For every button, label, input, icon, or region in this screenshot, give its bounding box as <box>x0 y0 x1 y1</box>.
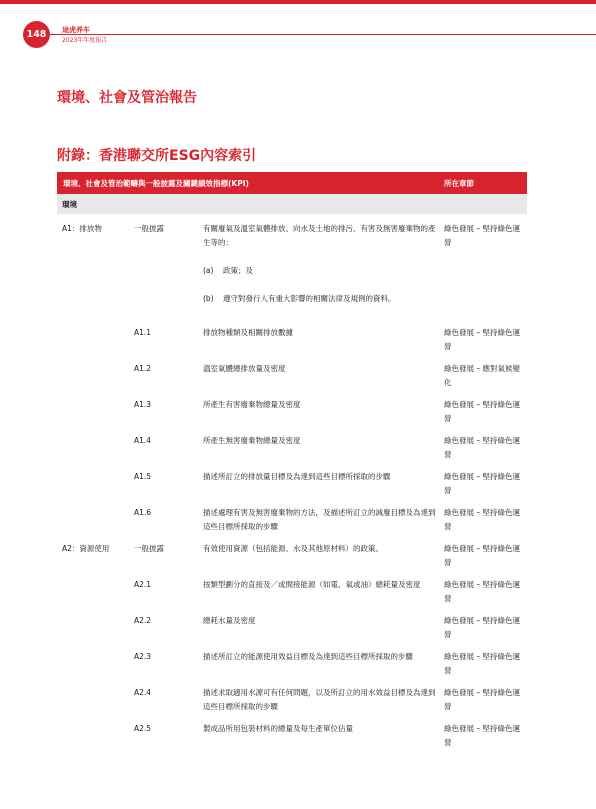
chapter-reference: 綠色發展 – 堅持綠色運營 <box>444 400 521 423</box>
chapter-reference: 綠色發展 – 堅持綠色運營 <box>444 652 521 675</box>
list-marker: (b) <box>203 294 214 303</box>
column-header-kpi: 環境、社會及管治範疇與一般披露及關鍵績效指標(KPI) <box>63 178 249 188</box>
kpi-description: 製成品所用包裝材料的總量及每生產單位佔量 <box>203 724 353 733</box>
kpi-code: A1.1 <box>134 328 152 337</box>
kpi-code: A2.1 <box>134 580 152 589</box>
kpi-code: A2.4 <box>134 688 152 697</box>
table-header <box>57 172 527 194</box>
chapter-reference: 綠色發展 – 堅持綠色運營 <box>444 328 521 351</box>
kpi-code: A2.5 <box>134 724 152 733</box>
esg-index-table <box>57 172 527 774</box>
column-header-chapter: 所在章節 <box>444 178 474 188</box>
kpi-code: A2.3 <box>134 652 152 661</box>
chapter-reference: 綠色發展 – 堅持綠色運營 <box>444 224 521 247</box>
kpi-description: 描述所訂立的排放量目標及為達到這些目標所採取的步驟 <box>203 472 391 481</box>
list-item-text: 政策；及 <box>223 266 253 275</box>
page-header <box>0 0 596 58</box>
chapter-reference: 綠色發展 – 堅持綠色運營 <box>444 724 521 747</box>
list-marker: (a) <box>203 266 214 275</box>
header-rule <box>34 34 596 35</box>
kpi-description: 描述所訂立的能源使用效益目標及為達到這些目標所採取的步驟 <box>203 652 413 661</box>
kpi-description: 所產生有害廢棄物總量及密度 <box>203 400 301 409</box>
kpi-code: 一般披露 <box>134 224 164 233</box>
chapter-reference: 綠色發展 – 堅持綠色運營 <box>444 616 521 639</box>
kpi-code: A1.4 <box>134 436 152 445</box>
kpi-description: 按類型劃分的直接及／或間接能源（如電、氣或油）總耗量及密度 <box>203 580 421 589</box>
section-title: 環境、社會及管治報告 <box>57 90 197 106</box>
chapter-reference: 綠色發展 – 堅持綠色運營 <box>444 508 521 531</box>
kpi-code: A2.2 <box>134 616 152 625</box>
kpi-description: 描述求取適用水源可有任何問題，以及所訂立的用水效益目標及為達到這些目標所採取的步驟 <box>203 688 436 711</box>
kpi-description: 所產生無害廢棄物總量及密度 <box>203 436 301 445</box>
kpi-description: 總耗水量及密度 <box>203 616 256 625</box>
table-body <box>57 214 527 774</box>
chapter-reference: 綠色發展 – 堅持綠色運營 <box>444 436 521 459</box>
list-item-text: 遵守對發行人有重大影響的相關法律及規例的資料。 <box>223 294 396 303</box>
kpi-code: A1.6 <box>134 508 152 517</box>
kpi-code: A1.2 <box>134 364 152 373</box>
chapter-reference: 綠色發展 – 堅持綠色運營 <box>444 580 521 603</box>
appendix-title: 附錄：香港聯交所ESG內容索引 <box>57 148 257 164</box>
report-title: 2023年年度報告 <box>62 37 108 44</box>
kpi-description: 有關廢氣及溫室氣體排放、向水及土地的排污、有害及無害廢棄物的產生等的： <box>203 224 436 247</box>
kpi-code: A1.5 <box>134 472 152 481</box>
kpi-code: 一般披露 <box>134 544 164 553</box>
kpi-description: 有效使用資源（包括能源、水及其他原材料）的政策。 <box>203 544 383 553</box>
kpi-description: 描述處理有害及無害廢棄物的方法，及描述所訂立的減廢目標及為達到這些目標所採取的步驟 <box>203 508 436 531</box>
chapter-reference: 綠色發展 – 堅持綠色運營 <box>444 688 521 711</box>
kpi-description: 溫室氣體總排放量及密度 <box>203 364 286 373</box>
company-name: 途虎养车 <box>62 26 90 34</box>
kpi-code: A1.3 <box>134 400 152 409</box>
chapter-reference: 綠色發展 – 堅持綠色運營 <box>444 544 521 567</box>
page-number-badge: 148 <box>23 21 50 48</box>
area-label: A2：資源使用 <box>62 544 110 553</box>
kpi-description: 排放物種類及相關排放數據 <box>203 328 293 337</box>
table-subheader-environment: 環境 <box>57 194 527 214</box>
chapter-reference: 綠色發展 – 堅持綠色運營 <box>444 472 521 495</box>
area-label: A1：排放物 <box>62 224 102 233</box>
chapter-reference: 綠色發展 – 應對氣候變化 <box>444 364 521 387</box>
